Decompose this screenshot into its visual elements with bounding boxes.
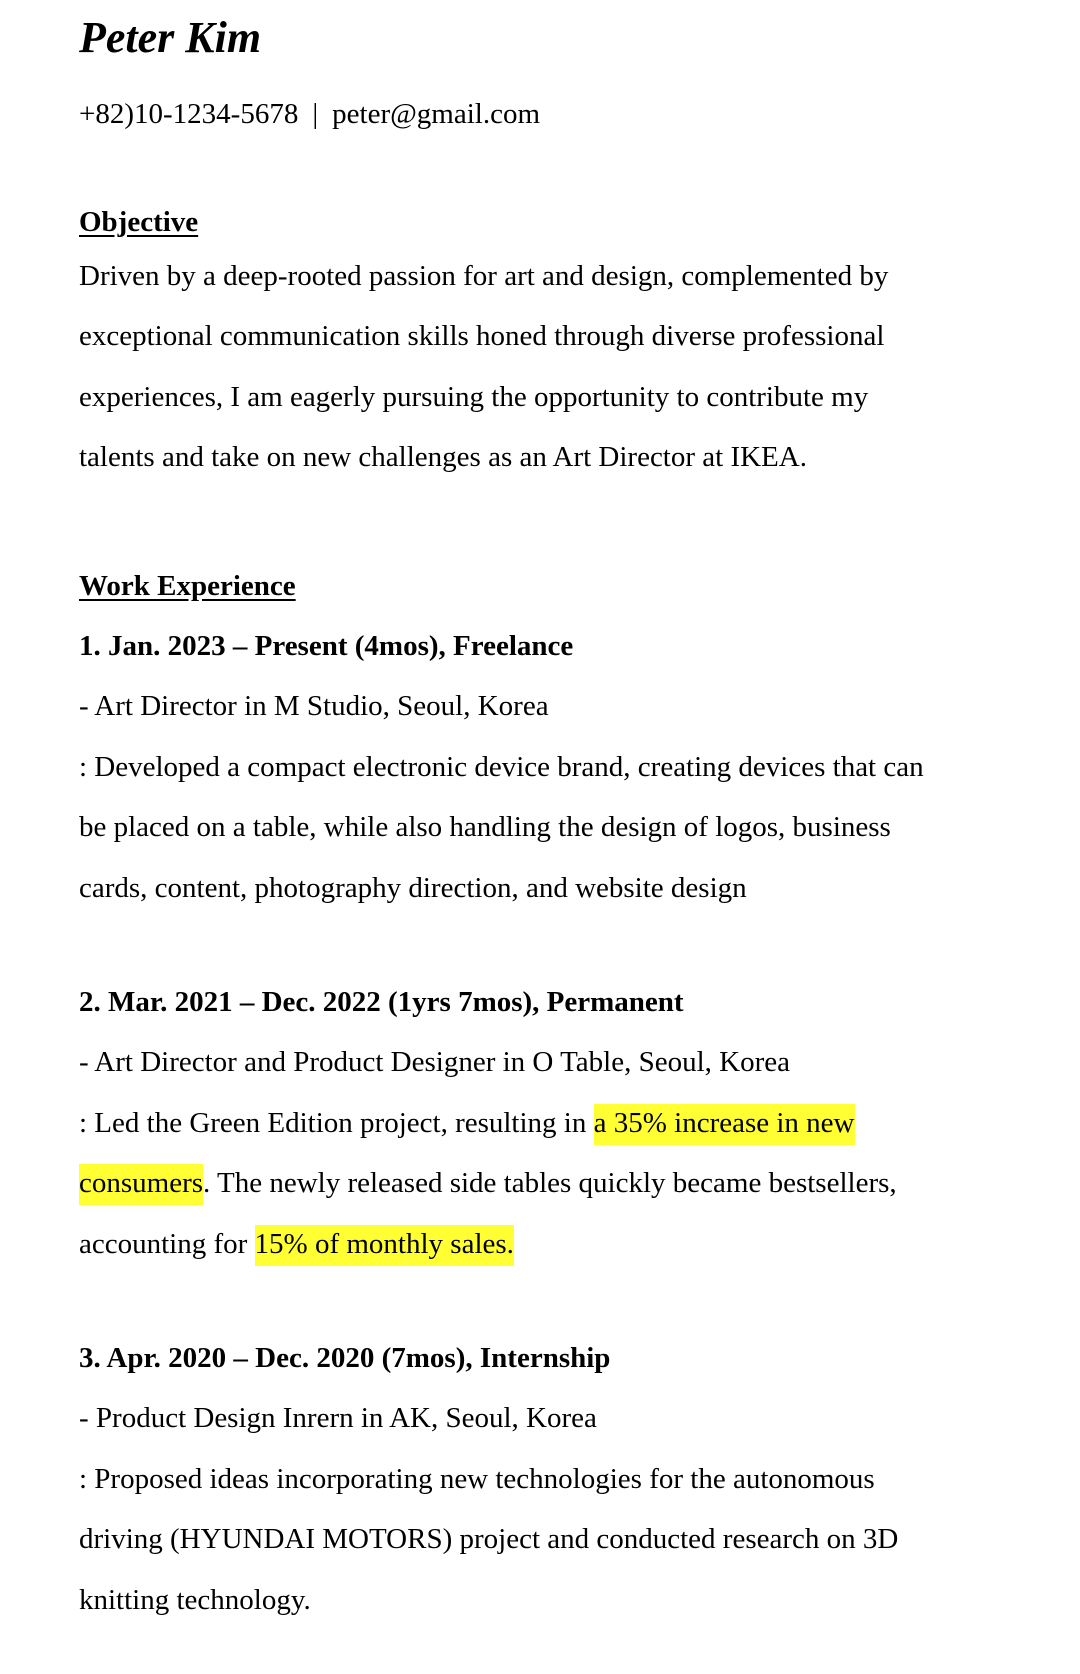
job-role: - Product Design Inrern in AK, Seoul, Korea	[79, 1402, 597, 1435]
objective-line: experiences, I am eagerly pursuing the opportunity to contribute my	[79, 380, 869, 413]
description-text: . The newly released side tables quickly became bestsellers,	[203, 1167, 897, 1200]
objective-heading: Objective	[79, 206, 199, 238]
description-text: : Led the Green Edition project, resulting in	[79, 1106, 594, 1139]
objective-text	[79, 246, 1039, 488]
job-description-line: be placed on a table, while also handling the design of logos, business	[79, 811, 891, 844]
highlighted-text: a 35% increase in new	[594, 1104, 855, 1145]
objective-line: talents and take on new challenges as an Art Director at IKEA.	[79, 441, 807, 474]
job-description-line	[79, 1214, 1039, 1274]
job-description-line: : Developed a compact electronic device brand, creating devices that can	[79, 750, 924, 783]
contact-separator: |	[312, 98, 319, 130]
contact-line	[79, 98, 540, 131]
job-description-line	[79, 1093, 1039, 1153]
job-description-line: driving (HYUNDAI MOTORS) project and conducted research on 3D	[79, 1523, 899, 1556]
job-entry-2	[79, 972, 1039, 1274]
highlighted-text: consumers	[79, 1164, 203, 1205]
objective-line: exceptional communication skills honed through diverse professional	[79, 320, 885, 353]
job-entry-3	[79, 1328, 1039, 1630]
job-title: 1. Jan. 2023 – Present (4mos), Freelance	[79, 630, 574, 662]
objective-line: Driven by a deep-rooted passion for art and design, complemented by	[79, 260, 889, 292]
job-description-line: cards, content, photography direction, and website design	[79, 871, 747, 904]
job-role: - Art Director and Product Designer in O Table, Seoul, Korea	[79, 1046, 790, 1079]
work-experience-heading: Work Experience	[79, 570, 296, 602]
description-text: accounting for	[79, 1227, 255, 1260]
phone-number: +82)10-1234-5678	[79, 98, 299, 130]
job-description-line: : Proposed ideas incorporating new technologies for the autonomous	[79, 1462, 875, 1495]
job-entry-1	[79, 616, 1039, 918]
job-title: 3. Apr. 2020 – Dec. 2020 (7mos), Internship	[79, 1342, 611, 1374]
job-role: - Art Director in M Studio, Seoul, Korea	[79, 690, 549, 723]
highlighted-text: 15% of monthly sales.	[255, 1225, 514, 1266]
job-description-line: knitting technology.	[79, 1583, 311, 1616]
job-description-line	[79, 1153, 1039, 1213]
resume-name: Peter Kim	[79, 13, 262, 62]
email-address: peter@gmail.com	[332, 98, 541, 130]
job-title: 2. Mar. 2021 – Dec. 2022 (1yrs 7mos), Permanent	[79, 986, 684, 1018]
